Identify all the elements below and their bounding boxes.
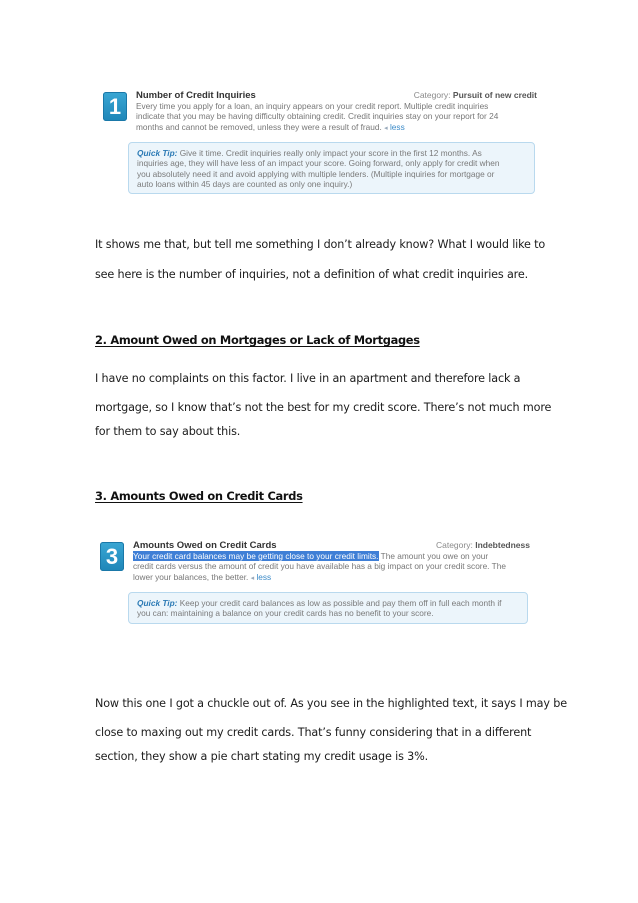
description-line: credit cards versus the amount of credit you have available has a big impact on your credit score. The [133,561,506,572]
description-line: Every time you apply for a loan, an inquiry appears on your credit report. Multiple credit inquiries [136,101,489,111]
factor-title: Number of Credit Inquiries [136,90,256,101]
less-link[interactable]: ◂ less [384,121,405,132]
tip-line: inquiries age, they will have less of an impact your score. Going forward, only apply for credit when [137,158,500,169]
collapse-arrow-icon: ◂ [250,574,255,582]
paragraph-2-line: I have no complaints on this factor. I live in an apartment and therefore lack a [95,372,521,385]
factor-description [136,101,537,134]
quick-tip-label: Quick Tip: [137,598,178,608]
description-line: Your credit card balances may be getting close to your credit limits. The amount you owe on your [133,551,489,561]
highlighted-text: Your credit card balances may be getting close to your credit limits. [133,551,379,561]
paragraph-2-line: for them to say about this. [95,425,241,438]
section-heading-2: 2. Amount Owed on Mortgages or Lack of Mortgages [95,333,420,347]
factor-category [414,90,537,100]
paragraph-1-line: see here is the number of inquiries, not a definition of what credit inquiries are. [95,268,529,281]
description-line: indicate that you may be having difficulty obtaining credit. Credit inquiries stay on your report for 24 [136,111,499,122]
section-heading-3: 3. Amounts Owed on Credit Cards [95,489,303,503]
paragraph-3-line: Now this one I got a chuckle out of. As you see in the highlighted text, it says I may be [95,697,567,710]
paragraph-2-line: mortgage, so I know that’s not the best for my credit score. There’s not much more [95,401,552,414]
paragraph-3-line: close to maxing out my credit cards. That’s funny considering that in a different [95,726,532,739]
tip-line: you absolutely need it and avoid applying with multiple lenders. (Multiple inquiries for mortgage or [137,168,495,179]
tip-line: you can: maintaining a balance on your credit cards has no benefit to your score. [137,608,434,619]
factor-description [133,551,530,584]
paragraph-3-line: section, they show a pie chart stating my credit usage is 3%. [95,750,429,763]
tip-line: auto loans within 45 days are counted as only one inquiry.) [137,178,353,189]
factor-category [436,540,530,550]
collapse-arrow-icon: ◂ [384,124,388,132]
category-value: Pursuit of new credit [452,90,537,100]
tip-line: Quick Tip: Give it time. Credit inquiries really only impact your score in the first 12 months. As [137,148,482,158]
factor-number-badge: 3 [100,542,124,571]
category-label: Category: [413,90,451,100]
less-link[interactable]: ◂ less [250,571,272,582]
quick-tip-label: Quick Tip: [137,148,178,158]
factor-number-badge: 1 [103,92,127,121]
quick-tip-box [128,592,528,624]
description-line: lower your balances, the better. ◂ less [133,571,272,582]
description-line: months and cannot be removed, unless they were a result of fraud. ◂ less [136,121,405,132]
quick-tip-box [128,142,535,194]
category-value: Indebtedness [475,540,530,550]
tip-line: Quick Tip: Keep your credit card balances as low as possible and pay them off in full each month if [137,598,502,608]
paragraph-1-line: It shows me that, but tell me something I don’t already know? What I would like to [95,238,546,251]
category-label: Category: [435,540,473,550]
factor-title: Amounts Owed on Credit Cards [133,540,277,551]
